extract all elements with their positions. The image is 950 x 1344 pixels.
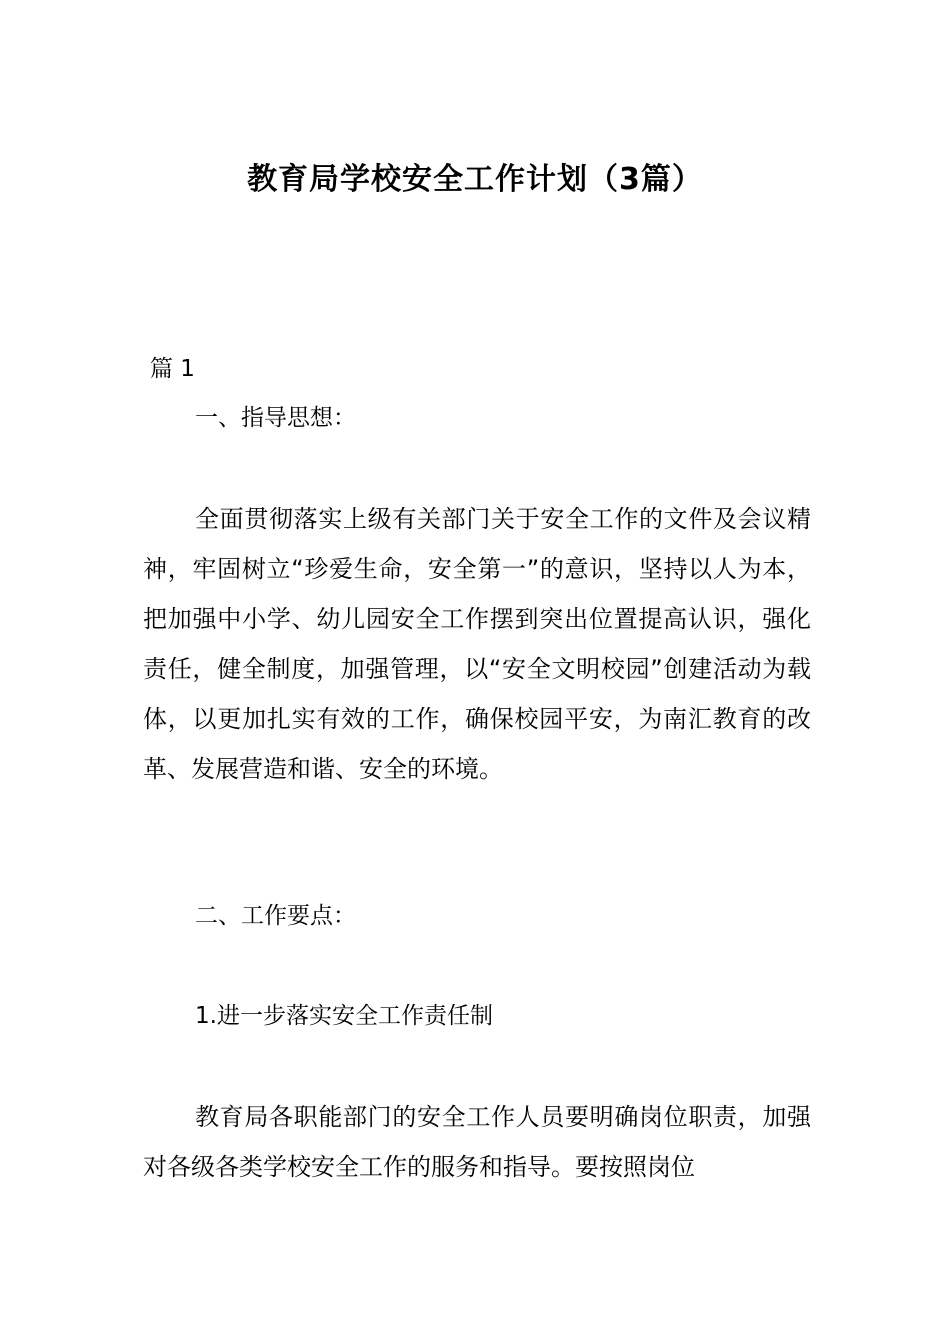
subheading-responsibility: 1.进一步落实安全工作责任制	[195, 1003, 493, 1029]
paragraph-responsibility: 教育局各职能部门的安全工作人员要明确岗位职责，加强对各级各类学校安全工作的服务和指导。要按照岗位	[143, 1103, 811, 1181]
heading-work-points: 二、工作要点：	[195, 903, 356, 929]
heading-guiding-ideology: 一、指导思想：	[195, 405, 356, 431]
paragraph-guiding-ideology: 全面贯彻落实上级有关部门关于安全工作的文件及会议精神，牢固树立“珍爱生命，安全第一”的意识，坚持以人为本，把加强中小学、幼儿园安全工作摆到突出位置提高认识，强化责任，健全制度，加强管理，以“安全文明校园”创建活动为载体，以更加扎实有效的工作，确保校园平安，为南汇教育的改革、发展营造和谐、安全的环境。	[143, 505, 811, 783]
section-label: 篇 1	[150, 356, 195, 382]
document-title: 教育局学校安全工作计划（3篇）	[247, 162, 703, 197]
